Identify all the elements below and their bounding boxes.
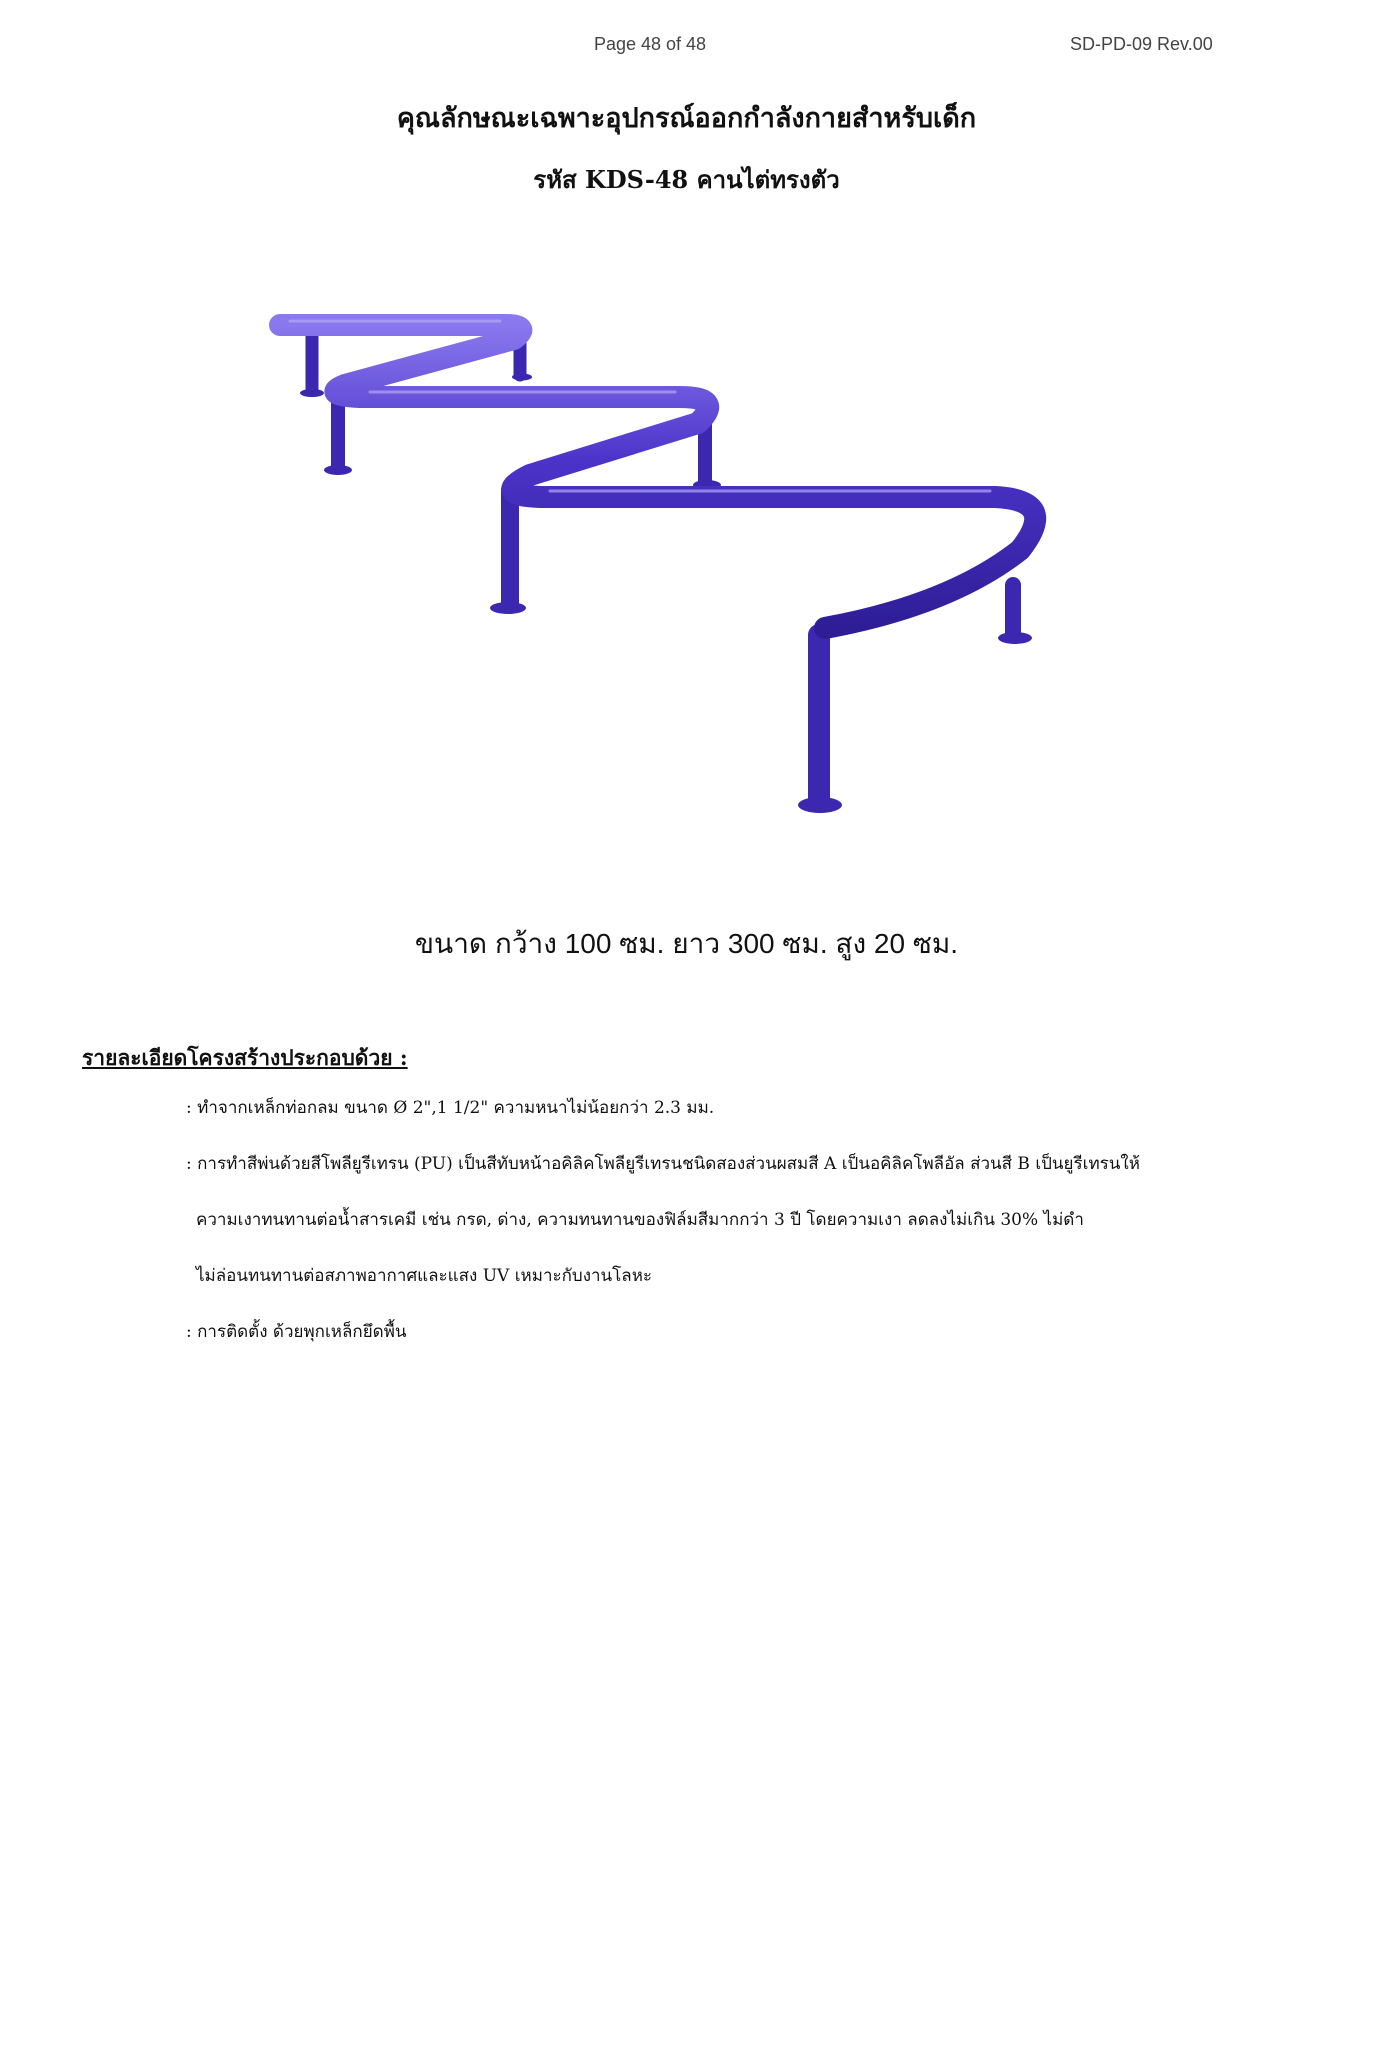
page-number: Page 48 of 48 — [593, 34, 707, 54]
balance-beam-pipe — [280, 325, 1035, 628]
spec-line: : การทำสีพ่นด้วยสีโพลียูรีเทรน (PU) เป็นสีทับหน้าอคิลิคโพลียูรีเทรนชนิดสองส่วนผสมสี A เป็นอคิลิคโพลีอัล ส่วนสี B เป็นยูรีเทรนให้ — [186, 1154, 1140, 1174]
document-code: SD-PD-09 Rev.00 — [1070, 34, 1213, 54]
spec-line: ความเงาทนทานต่อน้ำสารเคมี เช่น กรด, ด่าง, ความทนทานของฟิล์มสีมากกว่า 3 ปี โดยความเงา ลดลงไม่เกิน 30% ไม่ดำ — [196, 1210, 1084, 1230]
spec-line: : ทำจากเหล็กท่อกลม ขนาด Ø 2",1 1/2" ความหนาไม่น้อยกว่า 2.3 มม. — [186, 1098, 715, 1118]
product-photo — [250, 285, 1100, 825]
product-code-title: รหัส KDS-48 คานไต่ทรงตัว — [533, 165, 840, 194]
spec-line: : การติดตั้ง ด้วยพุกเหล็กยึดพื้น — [186, 1322, 407, 1342]
details-heading: รายละเอียดโครงสร้างประกอบด้วย : — [82, 1045, 408, 1070]
product-dimensions: ขนาด กว้าง 100 ซม. ยาว 300 ซม. สูง 20 ซม. — [414, 928, 959, 959]
spec-line: ไม่ล่อนทนทานต่อสภาพอากาศและแสง UV เหมาะกับงานโลหะ — [196, 1266, 653, 1286]
page-title: คุณลักษณะเฉพาะอุปกรณ์ออกกำลังกายสำหรับเด็ก — [396, 103, 977, 134]
